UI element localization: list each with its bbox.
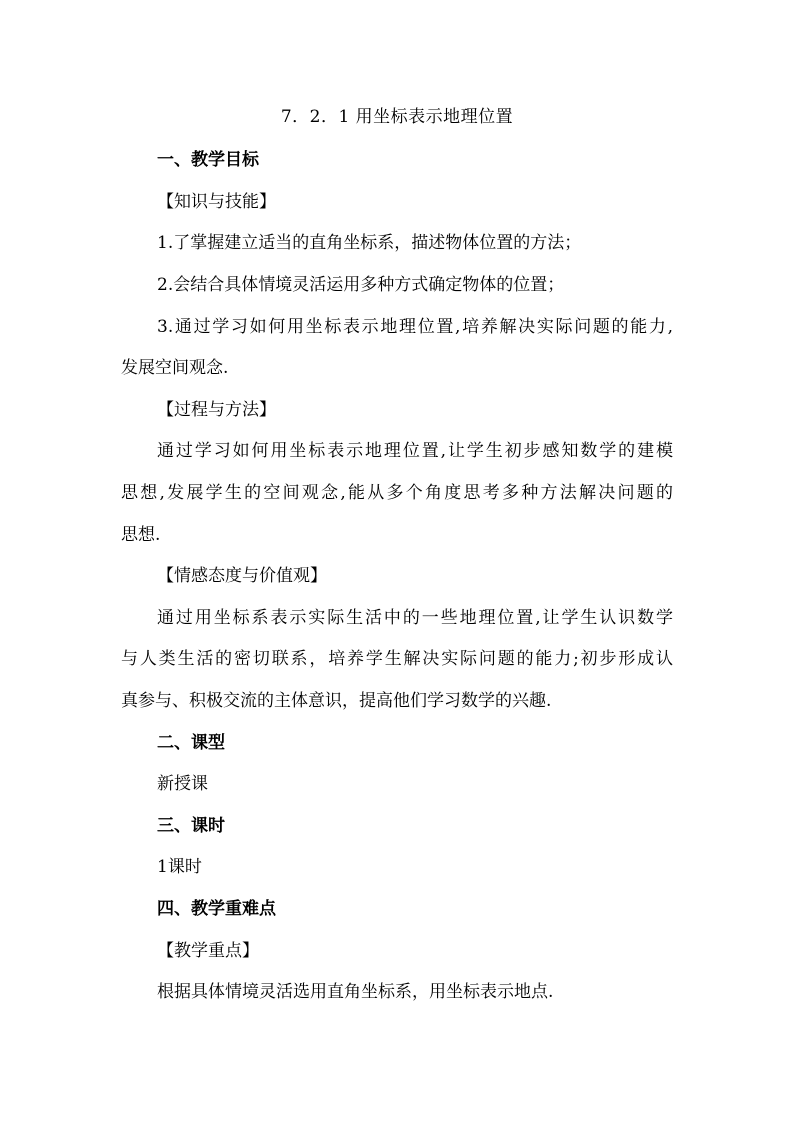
process-paragraph-line-3: 思想.: [121, 525, 161, 545]
process-paragraph-line-1: 通过学习如何用坐标表示地理位置,让学生初步感知数学的建模: [157, 441, 673, 461]
subheading-knowledge-skills: 【知识与技能】: [157, 192, 276, 212]
key-points-text: 根据具体情境灵活选用直角坐标系，用坐标表示地点.: [157, 982, 554, 1002]
skill-item-2: 2.会结合具体情境灵活运用多种方式确定物体的位置；: [157, 275, 565, 295]
subheading-key-points: 【教学重点】: [157, 941, 259, 961]
skill-item-1: 1.了掌握建立适当的直角坐标系，描述物体位置的方法；: [157, 233, 582, 253]
subheading-process-methods: 【过程与方法】: [157, 400, 276, 420]
emotion-paragraph-line-2: 与人类生活的密切联系，培养学生解决实际问题的能力;初步形成认: [121, 649, 673, 669]
section-heading-lesson-type: 二、课型: [157, 733, 225, 753]
section-heading-objectives: 一、教学目标: [157, 150, 259, 170]
page-title: 7．2．1 用坐标表示地理位置: [280, 107, 514, 127]
lesson-hours-value: 1课时: [157, 857, 202, 877]
lesson-type-value: 新授课: [157, 774, 208, 794]
process-paragraph-line-2: 思想,发展学生的空间观念,能从多个角度思考多种方法解决问题的: [121, 483, 673, 503]
subheading-emotion-values: 【情感态度与价值观】: [157, 566, 327, 586]
skill-item-3-continued: 发展空间观念.: [121, 358, 229, 378]
section-heading-lesson-hours: 三、课时: [157, 816, 225, 836]
section-heading-key-difficult-points: 四、教学重难点: [157, 899, 276, 919]
skill-item-3: 3.通过学习如何用坐标表示地理位置,培养解决实际问题的能力,: [157, 317, 673, 337]
emotion-paragraph-line-1: 通过用坐标系表示实际生活中的一些地理位置,让学生认识数学: [157, 608, 673, 628]
emotion-paragraph-line-3: 真参与、积极交流的主体意识，提高他们学习数学的兴趣.: [121, 691, 552, 711]
